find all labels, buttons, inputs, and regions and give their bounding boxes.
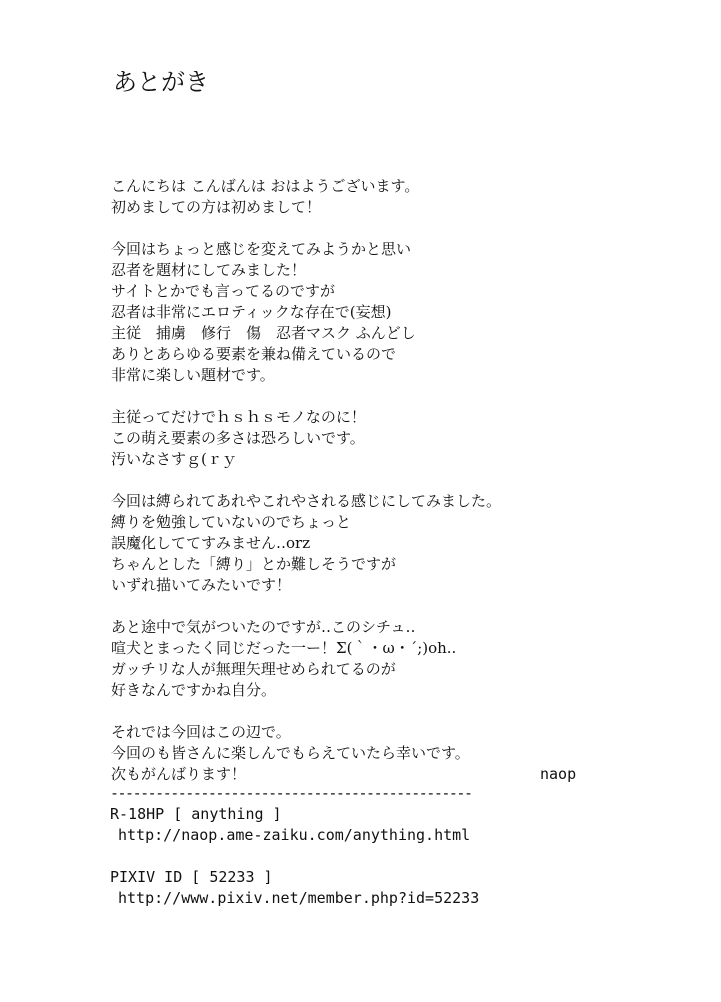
text-line: あと途中で気がついたのですが‥このシチュ‥ (111, 618, 416, 636)
text-line: 初めましての方は初めまして！ (111, 198, 322, 216)
page-title: あとがき (113, 68, 209, 96)
afterword-body (111, 176, 551, 806)
text-line: 忍者は非常にエロティックな存在で(妄想) (111, 303, 392, 321)
site-url-link[interactable]: http://naop.ame-zaiku.com/anything.html (118, 826, 471, 844)
text-line: ちゃんとした「縛り」とか難しそうですが (111, 555, 397, 573)
text-line: いずれ描いてみたいです！ (111, 576, 292, 594)
paragraph-binding (111, 491, 551, 596)
text-line: 誤魔化しててすみません‥orz (111, 534, 311, 552)
text-line: 今回のも皆さんに楽しんでもらえていたら幸いです。 (111, 744, 470, 762)
links-section (110, 804, 479, 909)
text-line: 忍者を題材にしてみました！ (111, 261, 307, 279)
text-line: こんにちは こんばんは おはようございます。 (111, 177, 420, 195)
text-line: それでは今回はこの辺で。 (111, 723, 291, 741)
paragraph-moe (111, 407, 551, 470)
text-line: 今回は縛られてあれやこれやされる感じにしてみました。 (111, 492, 502, 510)
text-line: サイトとかでも言ってるのですが (111, 282, 335, 300)
text-line: 汚いなさすｇ(ｒｙ (111, 450, 237, 468)
site-label: R-18HP [ anything ] (110, 805, 282, 823)
paragraph-closing (111, 722, 551, 785)
text-line: 非常に楽しい題材です。 (111, 366, 275, 384)
text-line: 今回はちょっと感じを変えてみようかと思い (111, 240, 412, 258)
text-line: 縛りを勉強していないのでちょっと (111, 513, 352, 531)
paragraph-situation (111, 617, 551, 701)
text-line: この萌え要素の多さは恐ろしいです。 (111, 429, 365, 447)
divider-rule: ------------------------------------------------ (110, 784, 472, 802)
spacer (110, 846, 479, 867)
text-line: 主従ってだけでｈｓｈｓモノなのに！ (111, 408, 366, 426)
text-line: 好きなんですかね自分。 (111, 681, 277, 699)
paragraph-greeting (111, 176, 551, 218)
author-signature: naop (540, 765, 577, 783)
text-line: 喧犬とまったく同じだった一ー！Σ(｀・ω・´;)oh.. (111, 639, 457, 657)
text-line: ありとあらゆる要素を兼ね備えているので (111, 345, 397, 363)
text-line: 次もがんばります！ (111, 765, 247, 783)
pixiv-label: PIXIV ID [ 52233 ] (110, 868, 273, 886)
text-line: 主従 捕虜 修行 傷 忍者マスク ふんどし (111, 324, 416, 342)
paragraph-theme (111, 239, 551, 386)
text-line: ガッチリな人が無理矢理せめられてるのが (111, 660, 396, 678)
pixiv-url-link[interactable]: http://www.pixiv.net/member.php?id=52233 (118, 889, 480, 907)
